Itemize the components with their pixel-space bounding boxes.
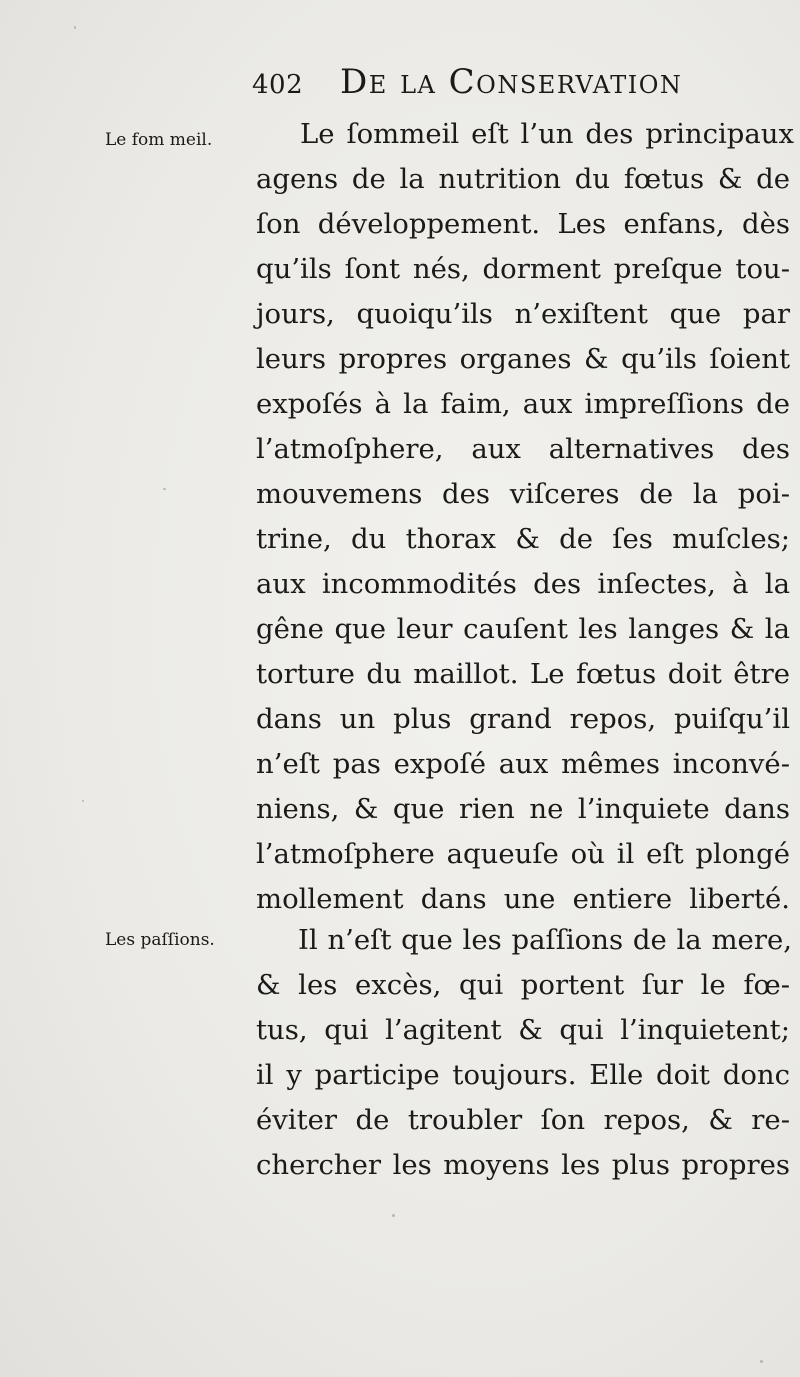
text-line: aux incommodités des inſectes, à la [256, 568, 790, 600]
text-line: il y participe toujours. Elle doit donc [256, 1059, 790, 1091]
text-line: jours, quoiqu’ils n’exiſtent que par [256, 298, 790, 330]
page-number: 402 [252, 70, 304, 100]
text-line: expoſés à la faim, aux impreſſions de [256, 388, 790, 420]
text-line: l’atmoſphere, aux alternatives des [256, 433, 790, 465]
text-line: mollement dans une entiere liberté. [256, 883, 790, 915]
paper-speck [163, 488, 166, 490]
margin-note-passions: Les paſſions. [105, 930, 215, 950]
text-line: l’atmoſphere aqueuſe où il eſt plongé [256, 838, 790, 870]
text-line: & les excès, qui portent ſur le fœ- [256, 969, 790, 1001]
text-line: qu’ils ſont nés, dorment preſque tou- [256, 253, 790, 285]
running-head: De la Conservation [340, 62, 683, 102]
text-line: leurs propres organes & qu’ils ſoient [256, 343, 790, 375]
text-line: mouvemens des viſceres de la poi- [256, 478, 790, 510]
paper-speck [74, 26, 76, 29]
paper-speck [760, 1360, 763, 1363]
page-header [252, 58, 800, 108]
text-line: Le ſommeil eſt l’un des principaux [300, 118, 794, 150]
text-line: trine, du thorax & de ſes muſcles; [256, 523, 790, 555]
text-line: n’eſt pas expoſé aux mêmes inconvé- [256, 748, 790, 780]
text-line: ſon développement. Les enfans, dès [256, 208, 790, 240]
paper-speck [392, 1214, 395, 1217]
text-line: tus, qui l’agitent & qui l’inquietent; [256, 1014, 790, 1046]
text-line: gêne que leur cauſent les langes & la [256, 613, 790, 645]
text-line: Il n’eſt que les paſſions de la mere, [298, 924, 792, 956]
text-line: dans un plus grand repos, puiſqu’il [256, 703, 790, 735]
paper-speck [82, 800, 84, 802]
text-line: niens, & que rien ne l’inquiete dans [256, 793, 790, 825]
text-line: agens de la nutrition du fœtus & de [256, 163, 790, 195]
text-line: torture du maillot. Le fœtus doit être [256, 658, 790, 690]
margin-note-sleep: Le fom meil. [105, 130, 213, 150]
text-line: chercher les moyens les plus propres [256, 1149, 790, 1181]
text-line: éviter de troubler ſon repos, & re- [256, 1104, 790, 1136]
